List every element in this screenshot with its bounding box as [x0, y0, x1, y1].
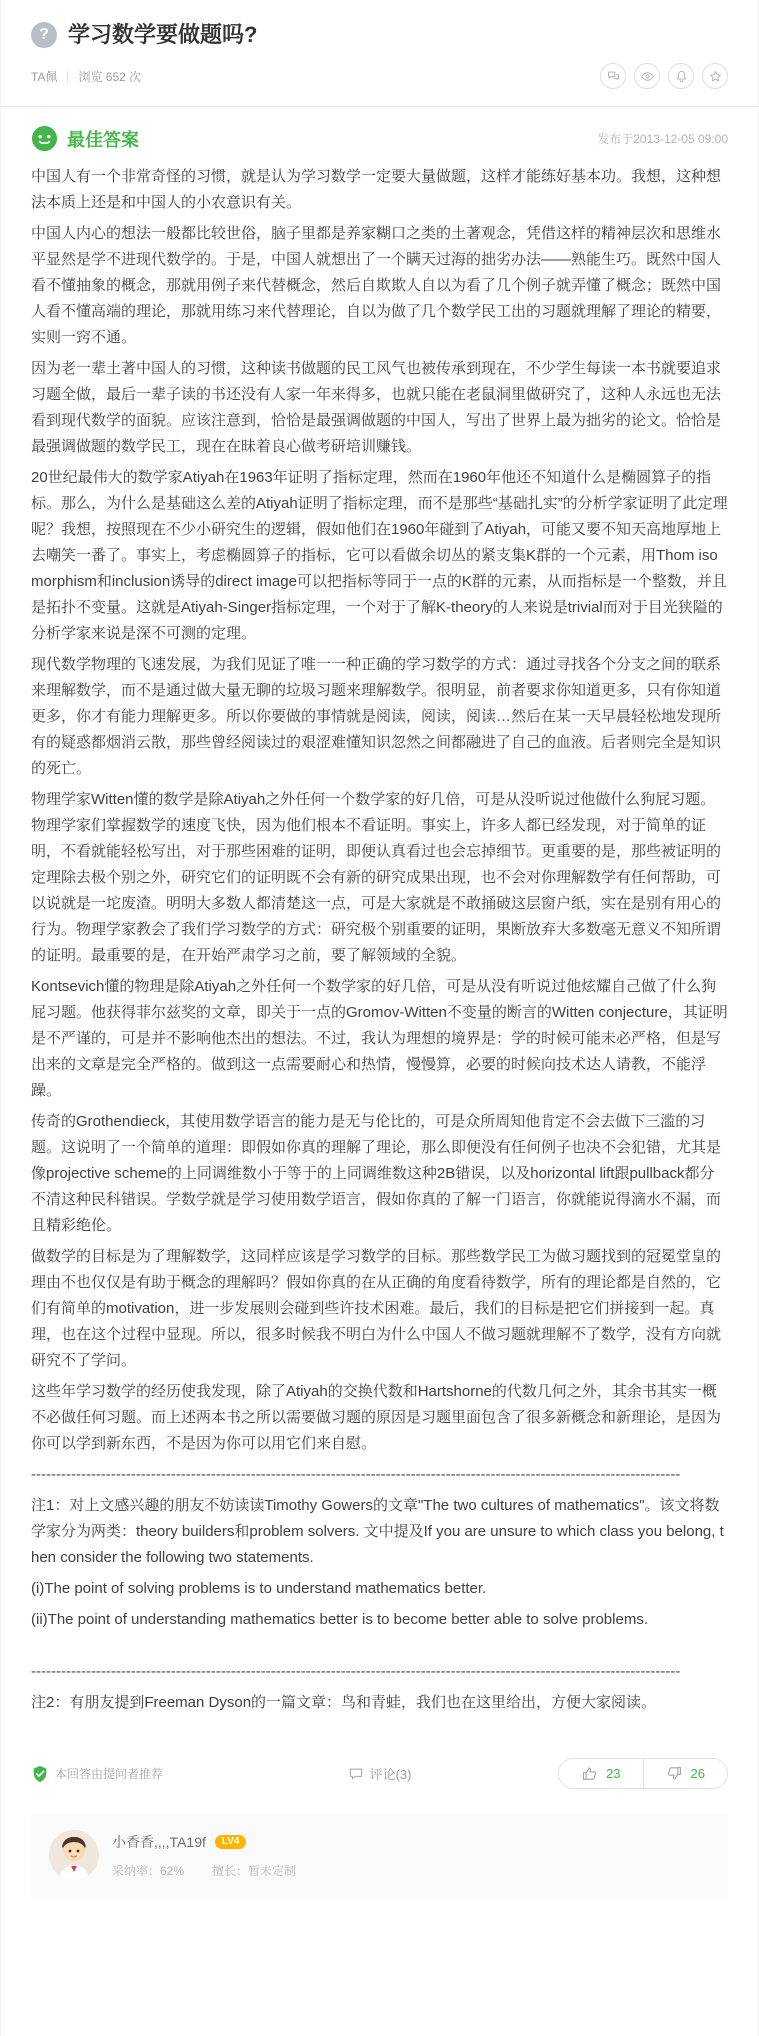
- comment-count: 评论(3): [369, 1767, 412, 1783]
- note2-text: 注2：有朋友提到Freeman Dyson的一篇文章：鸟和青蛙，我们也在这里给出，方便大家阅读。: [31, 1694, 657, 1712]
- view-count: 浏览 652 次: [78, 69, 142, 84]
- answer-footer: [31, 1758, 728, 1789]
- answer-paragraph: Kontsevich懂的物理是除Atiyah之外任何一个数学家的好几倍，可是从没有听说过他炫耀自己做了什么狗屁习题。他获得菲尔兹奖的文章，即关于一点的Gromov-Witten不变量的断言的Witten conjecture，其证明是不严谨的，可是并不影响他杰出的想法。不过，我认为理想的境界是：学的时候可能未必严格，但是写出来的文章是完全严格的。做到这一点需要耐心和热情，慢慢算，必要的时候向技术达人请教，不能浮躁。: [31, 978, 728, 1100]
- meta-divider: [67, 71, 68, 82]
- comment-button[interactable]: [348, 1764, 412, 1783]
- publish-date: 发布于2013-12-05 09:00: [597, 132, 728, 147]
- answer-paragraph: 因为老一辈土著中国人的习惯，这种读书做题的民工风气也被传承到现在，不少学生每读一本书就要追求习题全做，最后一辈子读的书还没有人家一年来得多，也就只能在老鼠洞里做研究了，这种人永远也无法看到现代数学的面貌。应该注意到，恰恰是最强调做题的中国人，写出了世界上最为拙劣的论文。恰恰是最强调做题的数学民工，现在在昧着良心做考研培训赚钱。: [31, 360, 722, 456]
- dashed-separator: ----------------------------------------------------------------------------------------------------------------------------------: [31, 1466, 681, 1484]
- bell-icon: [674, 69, 689, 84]
- thumbs-down-button[interactable]: [643, 1759, 727, 1788]
- answer-paragraph: 中国人有一个非常奇怪的习惯，就是认为学习数学一定要大量做题，这样才能练好基本功。我想，这种想法本质上还是和中国人的小农意识有关。: [31, 168, 722, 212]
- answerer-info: [112, 1832, 296, 1879]
- comment-bubble-icon: [348, 1766, 364, 1782]
- level-badge: LV4: [215, 1835, 247, 1849]
- answer-paragraph: 传奇的Grothendieck，其使用数学语言的能力是无与伦比的，可是众所周知他肯定不会去做下三滥的习题。这说明了一个简单的道理：即假如你真的理解了理论，那么即便没有任何例子也决不会犯错，尤其是像projective scheme的上同调维数小于等于的上同调维数这种2B错误，以及horizontal lift跟pullback都分不清这种民科错误。学数学就是学习使用数学语言，假如你真的了解一门语言，你就能说得滴水不漏，而且精彩绝伦。: [31, 1113, 722, 1235]
- recommend-note: [31, 1765, 348, 1783]
- best-answer-mascot-icon: [31, 125, 58, 152]
- thumbs-up-button[interactable]: [559, 1759, 642, 1788]
- thumbs-down-icon: [666, 1765, 683, 1782]
- notification-button[interactable]: [668, 63, 694, 89]
- answerer-name-row: [112, 1832, 296, 1852]
- share-button[interactable]: [600, 63, 626, 89]
- specialty: 擅长：暂未定制: [212, 1863, 297, 1878]
- favorite-button[interactable]: [702, 63, 728, 89]
- star-icon: [708, 69, 723, 84]
- recommend-shield-icon: [31, 1765, 49, 1783]
- question-header: [31, 0, 728, 48]
- note1-intro: 注1：对上文感兴趣的朋友不妨读读Timothy Gowers的文章"The two cultures of mathematics"。该文将数学家分为两类：theory builders和problem solvers. 文中提及If you are unsure to which class you belong, then consider the following two statements.: [31, 1497, 724, 1567]
- vote-area: [411, 1758, 728, 1789]
- answerer-card: [31, 1813, 728, 1897]
- vote-pill: [558, 1758, 728, 1789]
- adoption-rate: 采纳率：62%: [112, 1863, 185, 1878]
- answer-body: [31, 164, 728, 1716]
- answer-paragraph: 20世纪最伟大的数学家Atiyah在1963年证明了指标定理，然而在1960年他还不知道什么是椭圆算子的指标。那么，为什么是基础这么差的Atiyah证明了指标定理，而不是那些“基础扎实”的分析学家证明了此定理呢？我想，按照现在不少小研究生的逻辑，假如他们在1960年碰到了Atiyah，可能又要不知天高地厚地上去嘲笑一番了。事实上，考虑椭圆算子的指标，它可以看做余切丛的紧支集K群的一个元素，用Thom isomorphism和inclusion诱导的direct image可以把指标等同于一点的K群的元素，从而指标是一个整数，并且是拓扑不变量。这就是Atiyah-Singer指标定理，一个对于了解K-theory的人来说是trivial而对于目光狭隘的分析学家来说是深不可测的定理。: [31, 469, 728, 643]
- answer-paragraph: 做数学的目标是为了理解数学，这同样应该是学习数学的目标。那些数学民工为做习题找到的冠冕堂皇的理由不也仅仅是有助于概念的理解吗？假如你真的在从正确的角度看待数学，所有的理论都是自然的，它们有简单的motivation，进一步发展则会碰到些许技术困难。最后，我们的目标是把它们拼接到一起。真理，也在这个过程中显现。所以，很多时候我不明白为什么中国人不做习题就理解不了数学，没有方向就研究不了学问。: [31, 1248, 722, 1370]
- dashed-separator: ----------------------------------------------------------------------------------------------------------------------------------: [31, 1663, 681, 1681]
- answer-paragraph: 现代数学物理的飞速发展，为我们见证了唯一一种正确的学习数学的方式：通过寻找各个分支之间的联系来理解数学，而不是通过做大量无聊的垃圾习题来理解数学。很明显，前者要求你知道更多，只有你知道更多，你才有能力理解更多。所以你要做的事情就是阅读，阅读，阅读…然后在某一天早晨轻松地发现所有的疑惑都烟消云散，那些曾经阅读过的艰涩难懂知识忽然之间都融进了自己的血液。后者则完全是知识的死亡。: [31, 656, 722, 778]
- dislike-count: 26: [690, 1766, 706, 1782]
- eye-icon: [640, 69, 655, 84]
- best-answer-badge: 最佳答案: [67, 129, 139, 150]
- note1-item-2: (ii)The point of understanding mathematics better is to become better able to solve problems.: [31, 1611, 648, 1629]
- answerer-name[interactable]: 小香香,,,,TA19f: [112, 1833, 206, 1850]
- question-mark-icon: ?: [31, 22, 57, 48]
- share-icon: [606, 69, 621, 84]
- watch-button[interactable]: [634, 63, 660, 89]
- question-actions: [600, 63, 728, 89]
- thumbs-up-icon: [581, 1765, 598, 1782]
- avatar-image: [49, 1830, 99, 1880]
- recommend-text: 本回答由提问者推荐: [55, 1767, 164, 1782]
- asker-name: TA佩: [31, 69, 58, 84]
- question-title: 学习数学要做题吗?: [68, 22, 258, 47]
- note1-item-1: (i)The point of solving problems is to understand mathematics better.: [31, 1580, 487, 1598]
- answer-paragraph: 中国人内心的想法一般都比较世俗，脑子里都是养家糊口之类的土著观念，凭借这样的精神层次和思维水平显然是学不进现代数学的。于是，中国人就想出了一个瞒天过海的拙劣办法——熟能生巧。既然中国人看不懂抽象的概念，那就用例子来代替概念，然后自欺欺人自以为看了几个例子就弄懂了概念；既然中国人看不懂高端的理论，那就用练习来代替理论，自以为做了几个数学民工出的习题就理解了理论的精要，实则一窍不通。: [31, 225, 722, 347]
- like-count: 23: [606, 1766, 621, 1782]
- answer-paragraph: 这些年学习数学的经历使我发现，除了Atiyah的交换代数和Hartshorne的代数几何之外，其余书其实一概不必做任何习题。而上述两本书之所以需要做习题的原因是习题里面包含了很多新概念和新理论，是因为你可以学到新东西，不是因为你可以用它们来自慰。: [31, 1383, 722, 1453]
- answerer-stats: [112, 1862, 296, 1879]
- answer-paragraph: 物理学家Witten懂的数学是除Atiyah之外任何一个数学家的好几倍，可是从没听说过他做什么狗屁习题。物理学家们掌握数学的速度飞快，因为他们根本不看证明。事实上，许多人都已经发现，对于简单的证明，不看就能轻松写出，对于那些困难的证明，即便认真看过也会忘掉细节。更重要的是，那些被证明的定理除去极个别之外，研究它们的证明既不会有新的研究成果出现，也不会对你理解数学有任何帮助，可以说就是一坨废渣。明明大多数人都清楚这一点，可是大家就是不敢捅破这层窗户纸，实在是别有用心的行为。物理学家教会了我们学习数学的方式：研究极个别重要的证明，果断放弃大多数毫无意义不知所谓的证明。最重要的是，在开始严肃学习之前，要了解领域的全貌。: [31, 791, 722, 965]
- question-meta: [31, 63, 728, 89]
- avatar[interactable]: [49, 1830, 99, 1880]
- best-answer-header: [31, 107, 728, 164]
